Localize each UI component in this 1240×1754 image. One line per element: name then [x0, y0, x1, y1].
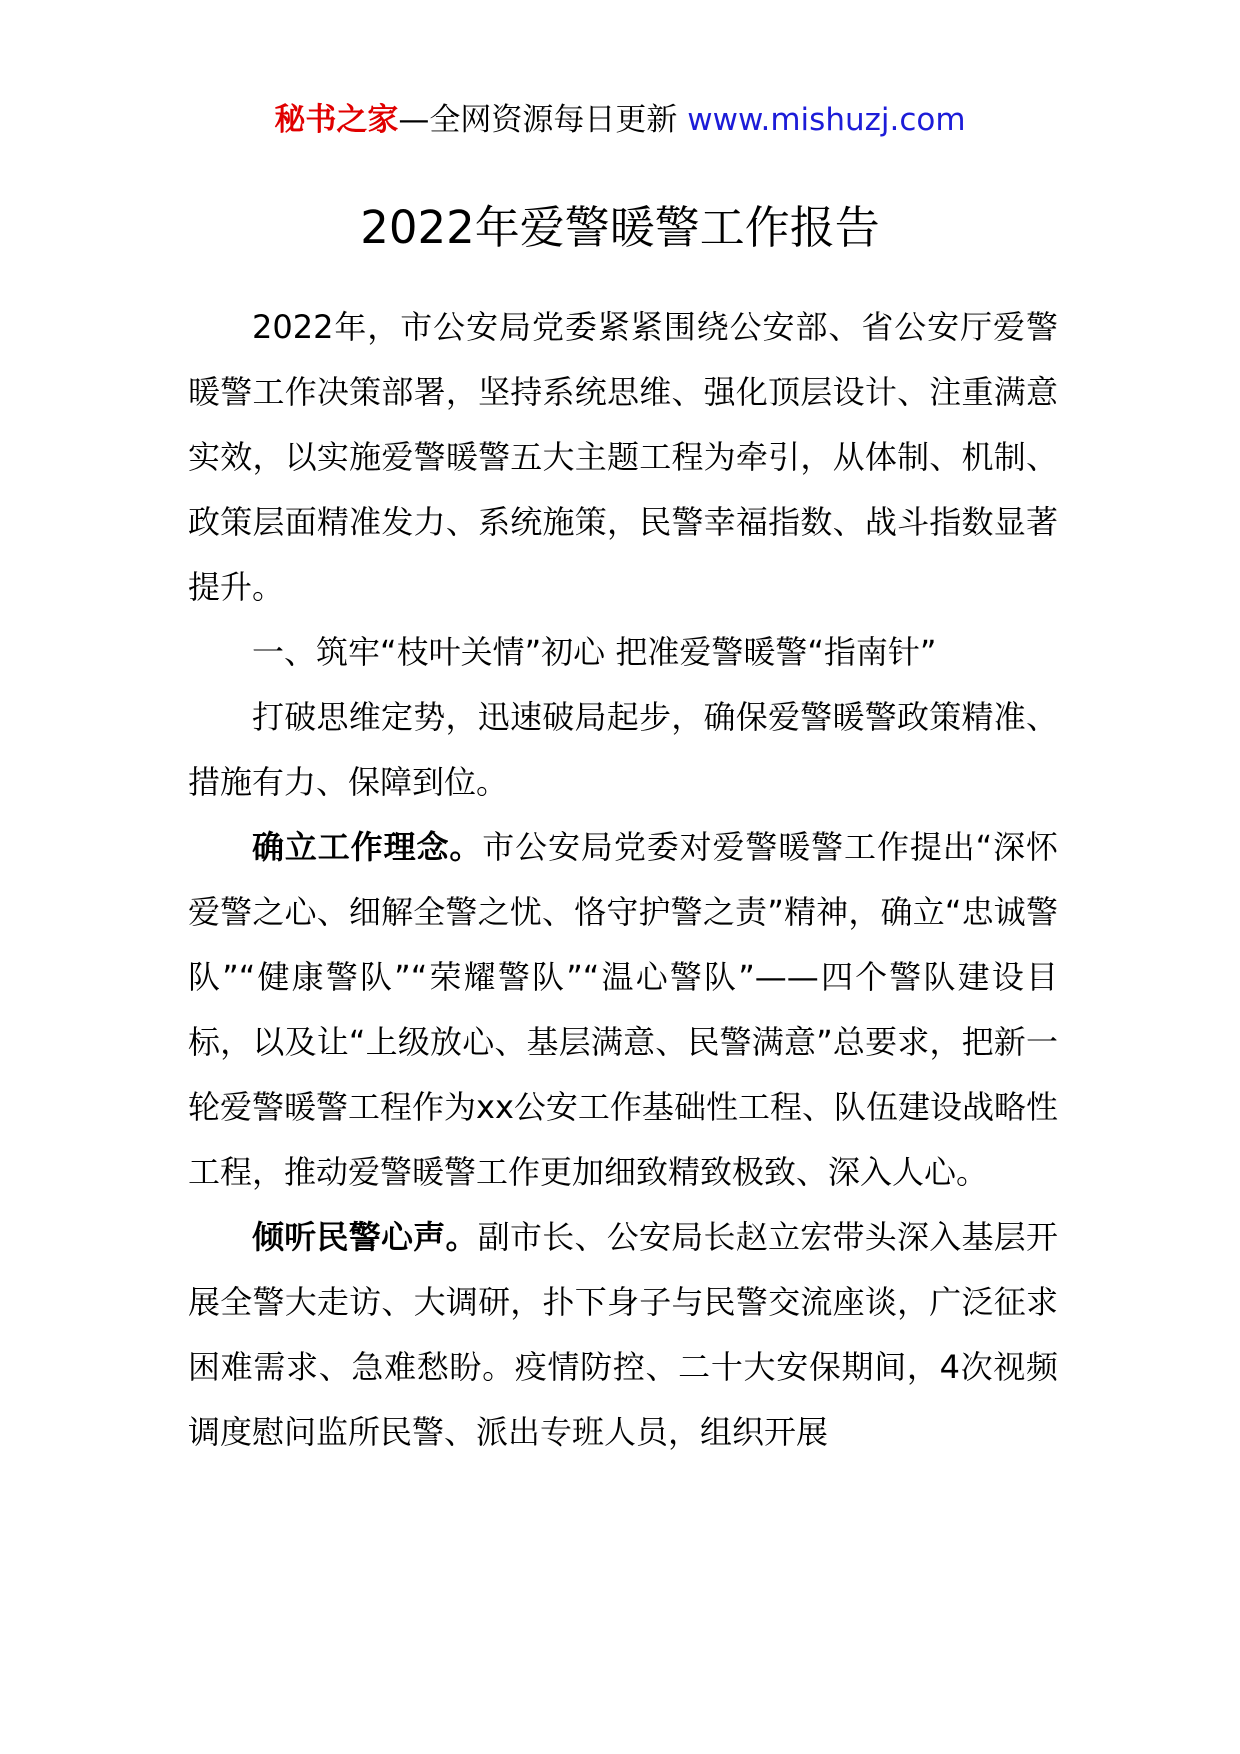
section-heading-1	[188, 620, 1058, 685]
paragraph-text: 打破思维定势，迅速破局起步，确保爱警暖警政策精准、措施有力、保障到位。	[188, 698, 1058, 801]
paragraph-text: 市公安局党委对爱警暖警工作提出“深怀爱警之心、细解全警之忧、恪守护警之责”精神，确立“忠诚警队”“健康警队”“荣耀警队”“温心警队”——四个警队建设目标，以及让“上级放心、基层满意、民警满意”总要求，把新一轮爱警暖警工程作为xx公安工作基础性工程、队伍建设战略性工程，推动爱警暖警工作更加细致精致极致、深入人心。	[188, 828, 1058, 1191]
paragraph-lead: 确立工作理念。	[252, 828, 483, 866]
paragraph-work-concept	[188, 815, 1058, 1205]
paragraph-text: 2022年，市公安局党委紧紧围绕公安部、省公安厅爱警暖警工作决策部署，坚持系统思维、强化顶层设计、注重满意实效，以实施爱警暖警五大主题工程为牵引，从体制、机制、政策层面精准发力、系统施策，民警幸福指数、战斗指数显著提升。	[188, 308, 1058, 606]
header-tagline: —全网资源每日更新	[398, 102, 678, 138]
document-body	[188, 295, 1058, 1465]
paragraph-listen-voice	[188, 1205, 1058, 1465]
paragraph-lead: 倾听民警心声。	[252, 1218, 478, 1256]
paragraph-text: 副市长、公安局长赵立宏带头深入基层开展全警大走访、大调研，扑下身子与民警交流座谈，广泛征求困难需求、急难愁盼。疫情防控、二十大安保期间，4次视频调度慰问监所民警、派出专班人员，组织开展	[188, 1218, 1058, 1451]
document-title: 2022年爱警暖警工作报告	[360, 201, 880, 254]
paragraph-section-1-intro	[188, 685, 1058, 815]
site-header	[0, 90, 1240, 150]
paragraph-intro	[188, 295, 1058, 620]
section-heading-text: 一、筑牢“枝叶关情”初心 把准爱警暖警“指南针”	[252, 633, 937, 671]
brand-name: 秘书之家	[274, 102, 399, 138]
site-url-link[interactable]: www.mishuzj.com	[687, 102, 966, 138]
